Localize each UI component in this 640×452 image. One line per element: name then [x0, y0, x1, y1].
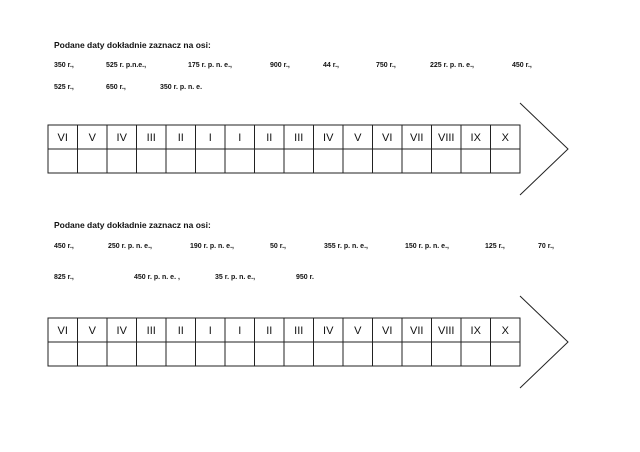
- answer-cell: [138, 343, 166, 365]
- answer-cell: [462, 343, 490, 365]
- answer-cell: [226, 150, 254, 172]
- century-label: IV: [116, 325, 127, 337]
- exercise-1-date: 450 r.,: [512, 62, 532, 69]
- answer-cell: [285, 343, 313, 365]
- century-label: V: [88, 325, 96, 337]
- exercise-2-date: 35 r. p. n. e.,: [215, 274, 256, 281]
- exercise-1-heading: Podane daty dokładnie zaznacz na osi:: [54, 40, 211, 50]
- exercise-1-date: 750 r.,: [376, 62, 396, 69]
- century-label: I: [238, 132, 242, 144]
- exercise-2-heading: Podane daty dokładnie zaznacz na osi:: [54, 220, 211, 230]
- century-label: II: [177, 325, 184, 337]
- answer-cell: [167, 343, 195, 365]
- century-label: V: [354, 325, 362, 337]
- century-label: III: [294, 325, 304, 337]
- century-label: VII: [410, 325, 424, 337]
- answer-cell: [197, 343, 225, 365]
- exercise-1-date: 900 r.,: [270, 62, 290, 69]
- answer-cell: [256, 343, 284, 365]
- answer-cell: [79, 343, 107, 365]
- answer-cell: [492, 343, 520, 365]
- century-label: III: [146, 325, 156, 337]
- answer-cell: [433, 343, 461, 365]
- century-label: IX: [470, 132, 481, 144]
- century-label: IV: [323, 132, 334, 144]
- answer-cell: [403, 343, 431, 365]
- answer-cell: [315, 343, 343, 365]
- answer-cell: [403, 150, 431, 172]
- answer-cell: [108, 150, 136, 172]
- exercise-2-date: 950 r.: [296, 274, 314, 281]
- exercise-1-date: 175 r. p. n. e.,: [188, 62, 232, 69]
- answer-cell: [256, 150, 284, 172]
- century-label: X: [501, 132, 509, 144]
- answer-cell: [226, 343, 254, 365]
- answer-cell: [197, 150, 225, 172]
- century-label: V: [88, 132, 96, 144]
- exercise-1-date: 525 r. p.n.e.,: [106, 62, 147, 69]
- exercise-2-date: 355 r. p. n. e.,: [324, 243, 368, 250]
- exercise-1-date: 44 r.,: [323, 62, 339, 69]
- exercise-1-date: 350 r. p. n. e.: [160, 84, 203, 91]
- exercise-2-date: 125 r.,: [485, 243, 505, 250]
- exercise-1-date: 350 r.,: [54, 62, 74, 69]
- exercise-1-date: 525 r.,: [54, 84, 74, 91]
- answer-cell: [167, 150, 195, 172]
- century-label: I: [208, 132, 212, 144]
- century-label: X: [501, 325, 509, 337]
- answer-cell: [374, 343, 402, 365]
- century-label: IV: [116, 132, 127, 144]
- timeline-arrow-head: [520, 296, 568, 388]
- answer-cell: [462, 150, 490, 172]
- century-label: VII: [410, 132, 424, 144]
- answer-cell: [49, 343, 77, 365]
- century-label: I: [238, 325, 242, 337]
- answer-cell: [79, 150, 107, 172]
- century-label: IV: [323, 325, 334, 337]
- exercise-2-date: 150 r. p. n. e.,: [405, 243, 449, 250]
- exercise-2-date: 70 r.,: [538, 243, 554, 250]
- exercise-2-date: 825 r.,: [54, 274, 74, 281]
- century-label: II: [266, 132, 273, 144]
- century-label: VI: [57, 132, 68, 144]
- century-label: II: [266, 325, 273, 337]
- answer-cell: [433, 150, 461, 172]
- century-label: VIII: [437, 132, 455, 144]
- exercise-2-date: 450 r. p. n. e. ,: [134, 274, 180, 281]
- century-label: VI: [382, 325, 393, 337]
- century-label: II: [177, 132, 184, 144]
- exercise-2-date: 190 r. p. n. e.,: [190, 243, 234, 250]
- exercise-2-date: 50 r.,: [270, 243, 286, 250]
- exercise-2-date: 250 r. p. n. e.,: [108, 243, 152, 250]
- exercise-1-date: 225 r. p. n. e.,: [430, 62, 474, 69]
- century-label: VI: [57, 325, 68, 337]
- answer-cell: [138, 150, 166, 172]
- century-label: VIII: [437, 325, 455, 337]
- answer-cell: [49, 150, 77, 172]
- century-label: III: [294, 132, 304, 144]
- century-label: III: [146, 132, 156, 144]
- answer-cell: [374, 150, 402, 172]
- answer-cell: [108, 343, 136, 365]
- century-label: I: [208, 325, 212, 337]
- century-label: IX: [470, 325, 481, 337]
- exercise-1-date: 650 r.,: [106, 84, 126, 91]
- answer-cell: [492, 150, 520, 172]
- answer-cell: [315, 150, 343, 172]
- answer-cell: [344, 343, 372, 365]
- answer-cell: [344, 150, 372, 172]
- century-label: VI: [382, 132, 393, 144]
- timeline-arrow-head: [520, 103, 568, 195]
- century-label: V: [354, 132, 362, 144]
- answer-cell: [285, 150, 313, 172]
- exercise-2-date: 450 r.,: [54, 243, 74, 250]
